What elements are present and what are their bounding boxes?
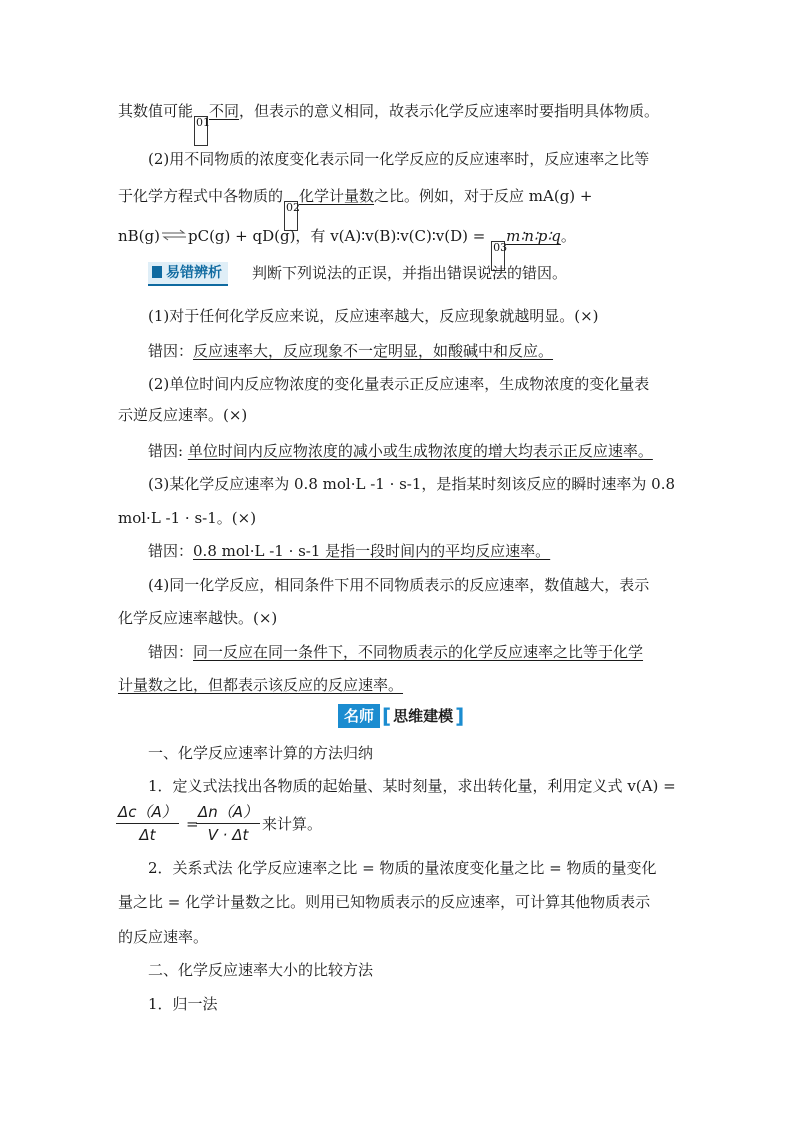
fraction-numerator: Δc（A） — [116, 801, 179, 824]
text: pC(g) + qD(g)，有 v(A)∶v(B)∶v(C)∶v(D) = — [188, 227, 491, 245]
text: nB(g) — [118, 227, 160, 245]
answer-number-box: 02 — [284, 201, 298, 231]
mistakes-intro: 判断下列说法的正误，并指出错误说法的错因。 — [252, 264, 568, 282]
section-heading-1: 一、化学反应速率计算的方法归纳 — [148, 744, 374, 762]
header-label-a: 名师 — [338, 704, 380, 728]
text: 之比。例如，对于反应 mA(g) + — [374, 187, 593, 205]
mistake-reason-4-line-1 — [148, 641, 643, 663]
common-mistakes-tag — [148, 262, 228, 286]
mistake-reason-4-line-2 — [118, 674, 403, 696]
mistake-reason-2 — [148, 440, 653, 462]
fraction-1 — [116, 801, 179, 844]
answer-text: 化学计量数 — [299, 187, 375, 205]
tag-label: 易错辨析 — [166, 265, 222, 281]
mistake-item-3-line-2: mol·L -1 · s-1。(×) — [118, 509, 257, 527]
mistake-item-2-line-1: (2)单位时间内反应物浓度的变化量表示正反应速率，生成物浓度的变化量表 — [148, 375, 650, 393]
bracket-icon: ] — [455, 704, 465, 728]
teacher-model-header — [338, 704, 466, 728]
reason-text: 同一反应在同一条件下，不同物质表示的化学反应速率之比等于化学 — [193, 643, 644, 661]
answer-text: m∶n∶p∶q — [506, 227, 561, 245]
answer-text: 不同 — [209, 102, 240, 120]
answer-number-box: 03 — [491, 241, 505, 271]
reason-label: 错因： — [148, 342, 194, 360]
mistake-item-1: (1)对于任何化学反应来说，反应速率越大，反应现象就越明显。(×) — [148, 307, 599, 325]
reversible-arrow-icon — [160, 225, 188, 237]
mistake-item-4-line-2: 化学反应速率越快。(×) — [118, 609, 278, 627]
para-2-line-1: (2)用不同物质的浓度变化表示同一化学反应的反应速率时，反应速率之比等 — [148, 150, 650, 168]
text: 其数值可能 — [118, 102, 194, 120]
fraction-suffix: 来计算。 — [262, 815, 323, 833]
reason-text: 反应速率大，反应现象不一定明显，如酸碱中和反应。 — [193, 342, 554, 360]
method-3: 1．归一法 — [148, 995, 218, 1013]
mistake-reason-3 — [148, 540, 550, 562]
fraction-denominator: Δt — [139, 826, 156, 844]
fraction-numerator: Δn（A） — [196, 801, 260, 824]
mistake-item-2-line-2: 示逆反应速率。(×) — [118, 406, 248, 424]
mistake-item-3-line-1: (3)某化学反应速率为 0.8 mol·L -1 · s-1，是指某时刻该反应的瞬时速率为 0.8 — [148, 475, 676, 493]
fraction-denominator: V · Δt — [207, 826, 249, 844]
method-2-line-2: 量之比 = 化学计量数之比。则用已知物质表示的反应速率，可计算其他物质表示 — [118, 893, 651, 911]
mistake-reason-1 — [148, 340, 553, 362]
reason-text: 计量数之比，但都表示该反应的反应速率。 — [118, 676, 404, 694]
mistake-item-4-line-1: (4)同一化学反应，相同条件下用不同物质表示的反应速率，数值越大，表示 — [148, 576, 650, 594]
para-1 — [118, 100, 659, 146]
method-1-line-1: 1．定义式法找出各物质的起始量、某时刻量，求出转化量，利用定义式 v(A) = — [148, 777, 676, 795]
text: 。 — [560, 227, 576, 245]
book-icon — [152, 266, 162, 278]
equals-sign: = — [186, 815, 199, 833]
reason-text: 单位时间内反应物浓度的减小或生成物浓度的增大均表示正反应速率。 — [187, 442, 653, 460]
section-heading-2: 二、化学反应速率大小的比较方法 — [148, 961, 374, 979]
text: ，但表示的意义相同，故表示化学反应速率时要指明具体物质。 — [239, 102, 660, 120]
method-2-line-3: 的反应速率。 — [118, 928, 209, 946]
reason-label: 错因： — [148, 643, 194, 661]
bracket-icon: [ — [382, 704, 392, 728]
reason-text: 0.8 mol·L -1 · s-1 是指一段时间内的平均反应速率。 — [193, 542, 551, 560]
reason-label: 错因: — [148, 442, 184, 460]
method-2-line-1: 2．关系式法 化学反应速率之比 = 物质的量浓度变化量之比 = 物质的量变化 — [148, 859, 657, 877]
text: 于化学方程式中各物质的 — [118, 187, 284, 205]
header-label-b: 思维建模 — [393, 707, 454, 725]
reason-label: 错因： — [148, 542, 194, 560]
fraction-2 — [196, 801, 260, 844]
answer-number-box: 01 — [194, 116, 208, 146]
